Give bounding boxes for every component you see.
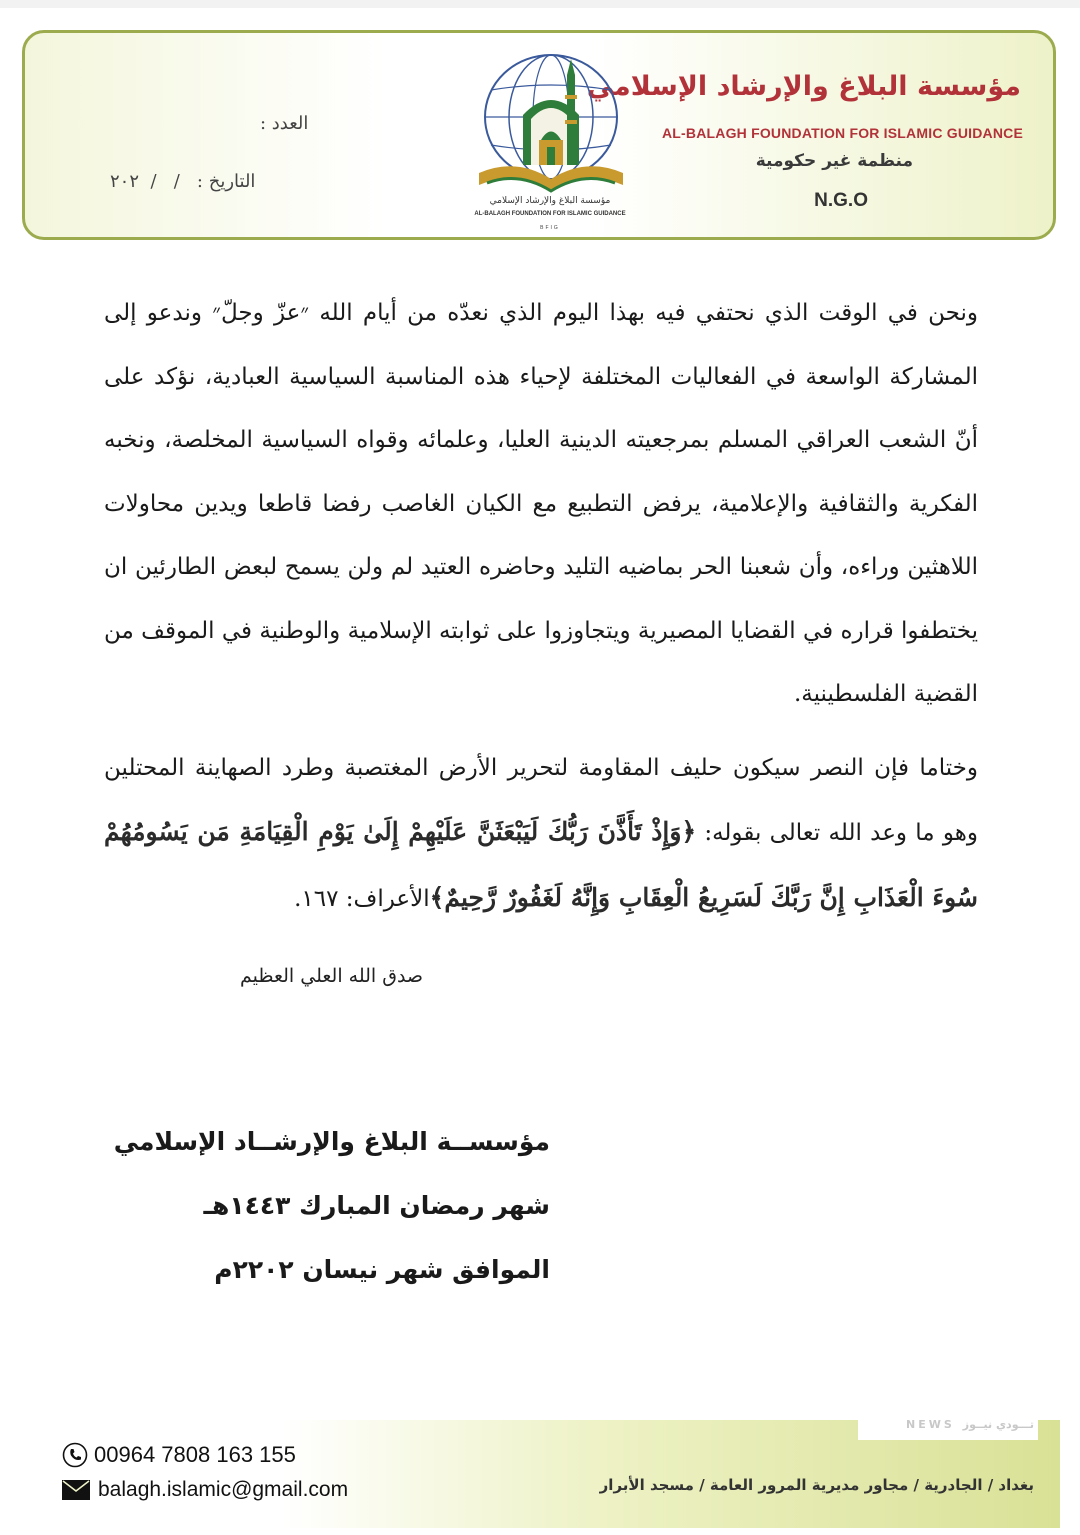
watermark-english: NEWS bbox=[905, 1418, 955, 1431]
logo-abbreviation: BFIG bbox=[540, 225, 560, 231]
paragraph-1: ونحن في الوقت الذي نحتفي فيه بهذا اليوم الذي نعدّه من أيام الله ״عزّ وجلّ״ وندعو إلى المشاركة الواسعة في الفعاليات المختلفة لإحياء هذه المناسبة السياسية العبادية، نؤكد على أنّ الشعب العراقي المسلم بمرجعيته الدينية العليا، وعلمائه وقواه السياسية المخلصة، ونخبه الفكرية والثقافية والإعلامية، يرفض التطبيع مع الكيان الغاصب رفضا قاطعا ويدين محاولات اللاهثين وراءه، وأن شعبنا الحر بماضيه التليد وحاضره العتيد لم ولن يسمح لبعض الطارئين ان يختطفوا قراره في القضايا المصيرية ويتجاوزوا على ثوابته الإسلامية والوطنية في الموقف من القضية الفلسطينية. bbox=[104, 300, 978, 707]
paragraph-2-intro: وختاما فإن النصر سيكون حليف المقاومة لتحرير الأرض المغتصبة وطرد الصهاينة المحتلين وهو ما وعد الله تعالى بقوله: bbox=[104, 754, 978, 846]
phone-icon bbox=[62, 1442, 88, 1468]
ngo-arabic: منظمة غير حكومية bbox=[755, 151, 913, 171]
quran-verse: ﴿وَإِذْ تَأَذَّنَ رَبُّكَ لَيَبْعَثَنَّ عَلَيْهِمْ إِلَىٰ يَوْمِ الْقِيَامَةِ مَن يَسُومُهُمْ سُوءَ الْعَذَابِ إِنَّ رَبَّكَ لَسَرِيعُ الْعِقَابِ وَإِنَّهُ لَغَفُورٌ رَّحِيمٌ﴾ bbox=[104, 817, 978, 912]
logo-name-arabic: مؤسسة البلاغ والإرشاد الإسلامي bbox=[489, 196, 611, 206]
watermark bbox=[906, 1418, 1034, 1431]
mail-icon bbox=[62, 1480, 90, 1500]
top-strip bbox=[0, 0, 1080, 8]
paragraph-2 bbox=[104, 737, 978, 932]
watermark-arabic: تـــودي نيــوز bbox=[962, 1418, 1034, 1431]
address: بغداد / الجادرية / مجاور مديرية المرور العامة / مسجد الأبرار bbox=[599, 1476, 1034, 1494]
verse-reference: الأعراف: ١٦٧. bbox=[294, 885, 430, 912]
letter-body bbox=[104, 282, 978, 931]
signature-block bbox=[113, 1110, 550, 1302]
letterhead bbox=[22, 30, 1056, 240]
signature-hijri-date: شهر رمضان المبارك ١٤٤٣هـ bbox=[203, 1191, 550, 1220]
org-name-english: AL-BALAGH FOUNDATION FOR ISLAMIC GUIDANCE bbox=[661, 125, 1023, 141]
logo-name-english: AL-BALAGH FOUNDATION FOR ISLAMIC GUIDANCE bbox=[474, 211, 626, 217]
signature-org: مؤسســة البلاغ والإرشــاد الإسلامي bbox=[113, 1127, 550, 1156]
signature-gregorian-date: الموافق شهر نيسان ٢٢٠٢م bbox=[214, 1255, 550, 1284]
email-address[interactable]: balagh.islamic@gmail.com bbox=[98, 1478, 349, 1501]
phone-contact bbox=[62, 1442, 296, 1468]
issue-number-label: العدد : bbox=[260, 113, 309, 134]
email-contact bbox=[62, 1478, 348, 1502]
closing-phrase: صدق الله العلي العظيم bbox=[240, 965, 424, 987]
org-name-arabic: مؤسسة البلاغ والإرشاد الإسلامي bbox=[586, 71, 1021, 102]
date-label: التاريخ : / / ٢٠٢ bbox=[110, 171, 256, 192]
ngo-english: N.G.O bbox=[814, 190, 868, 211]
phone-number[interactable]: 00964 7808 163 155 bbox=[94, 1442, 296, 1467]
footer bbox=[22, 1420, 1060, 1528]
